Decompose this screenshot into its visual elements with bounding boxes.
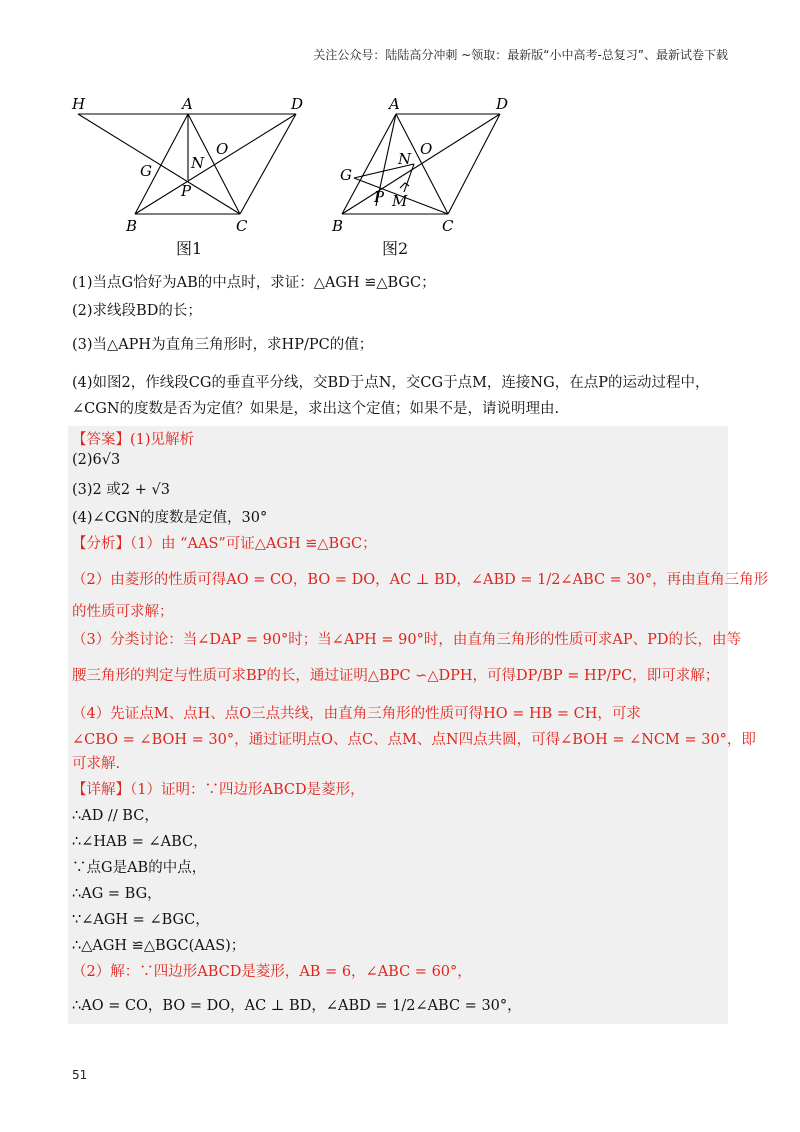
label-D: D bbox=[291, 95, 304, 113]
figure-1 bbox=[60, 88, 330, 238]
label-N: N bbox=[191, 154, 205, 172]
answer-line-1: 【答案】(1)见解析 bbox=[72, 432, 195, 448]
page-number: 51 bbox=[72, 1068, 88, 1082]
label-G: G bbox=[140, 162, 152, 180]
analysis-line-2: （2）由菱形的性质可得AO = CO，BO = DO，AC ⊥ BD，∠ABD = 1/2∠ABC = 30°，再由直角三角形 bbox=[72, 572, 769, 588]
label-O: O bbox=[420, 140, 433, 158]
label-A: A bbox=[389, 95, 400, 113]
answer-line-4: (4)∠CGN的度数是定值，30° bbox=[72, 510, 268, 526]
page-header: 关注公众号：陆陆高分冲刺 ~领取：最新版“小中高考-总复习”、最新试卷下载 bbox=[313, 48, 728, 62]
figure-2-caption: 图2 bbox=[382, 239, 409, 258]
detail-line-2: ∴AD // BC， bbox=[72, 808, 159, 824]
analysis-line-7: ∠CBO = ∠BOH = 30°，通过证明点O、点C、点M、点N四点共圆，可得∠BOH = ∠NCM = 30°，即 bbox=[72, 732, 756, 748]
analysis-line-3: 的性质可求解； bbox=[72, 604, 174, 620]
label-D: D bbox=[496, 95, 509, 113]
detail-line-9: ∴AO = CO，BO = DO，AC ⊥ BD，∠ABD = 1/2∠ABC = 30°， bbox=[72, 998, 522, 1014]
label-B: B bbox=[126, 217, 138, 235]
label-P: P bbox=[374, 188, 385, 206]
label-O: O bbox=[216, 140, 229, 158]
label-G: G bbox=[340, 166, 352, 184]
detail-line-5: ∴AG = BG， bbox=[72, 886, 162, 902]
label-P: P bbox=[181, 182, 192, 200]
label-A: A bbox=[182, 95, 193, 113]
detail-line-4: ∵点G是AB的中点， bbox=[72, 860, 207, 876]
figure-2 bbox=[320, 88, 530, 238]
analysis-line-8: 可求解. bbox=[72, 756, 121, 772]
label-C: C bbox=[442, 217, 454, 235]
detail-line-7: ∴△AGH ≌△BGC(AAS)； bbox=[72, 938, 246, 954]
label-N: N bbox=[398, 150, 412, 168]
figure-1-caption: 图1 bbox=[176, 239, 203, 258]
question-3: (3)当△APH为直角三角形时，求HP/PC的值； bbox=[72, 337, 374, 353]
label-M: M bbox=[392, 192, 408, 210]
question-4-line-1: (4)如图2，作线段CG的垂直平分线，交BD于点N，交CG于点M，连接NG，在点P的运动过程中， bbox=[72, 375, 710, 391]
analysis-line-1: 【分析】（1）由 “AAS”可证△AGH ≌△BGC； bbox=[72, 536, 377, 552]
label-B: B bbox=[332, 217, 344, 235]
label-H: H bbox=[72, 95, 86, 113]
detail-line-8: （2）解：∵四边形ABCD是菱形，AB = 6，∠ABC = 60°， bbox=[72, 964, 472, 980]
question-4-line-2: ∠CGN的度数是否为定值？如果是，求出这个定值；如果不是，请说明理由. bbox=[72, 401, 560, 417]
analysis-line-4: （3）分类讨论：当∠DAP = 90°时；当∠APH = 90°时，由直角三角形的性质可求AP、PD的长，由等 bbox=[72, 632, 741, 648]
question-1: (1)当点G恰好为AB的中点时，求证：△AGH ≌△BGC； bbox=[72, 275, 436, 291]
answer-line-2: (2)6√3 bbox=[72, 452, 121, 468]
label-C: C bbox=[236, 217, 248, 235]
detail-line-1: 【详解】（1）证明：∵四边形ABCD是菱形， bbox=[72, 782, 365, 798]
question-2: (2)求线段BD的长； bbox=[72, 303, 202, 319]
answer-line-3: (3)2 或2 + √3 bbox=[72, 482, 170, 498]
analysis-line-6: （4）先证点M、点H、点O三点共线，由直角三角形的性质可得HO = HB = CH，可求 bbox=[72, 706, 641, 722]
detail-line-6: ∵∠AGH = ∠BGC， bbox=[72, 912, 210, 928]
detail-line-3: ∴∠HAB = ∠ABC， bbox=[72, 834, 208, 850]
analysis-line-5: 腰三角形的判定与性质可求BP的长，通过证明△BPC ∽△DPH，可得DP/BP = HP/PC，即可求解； bbox=[72, 668, 720, 684]
